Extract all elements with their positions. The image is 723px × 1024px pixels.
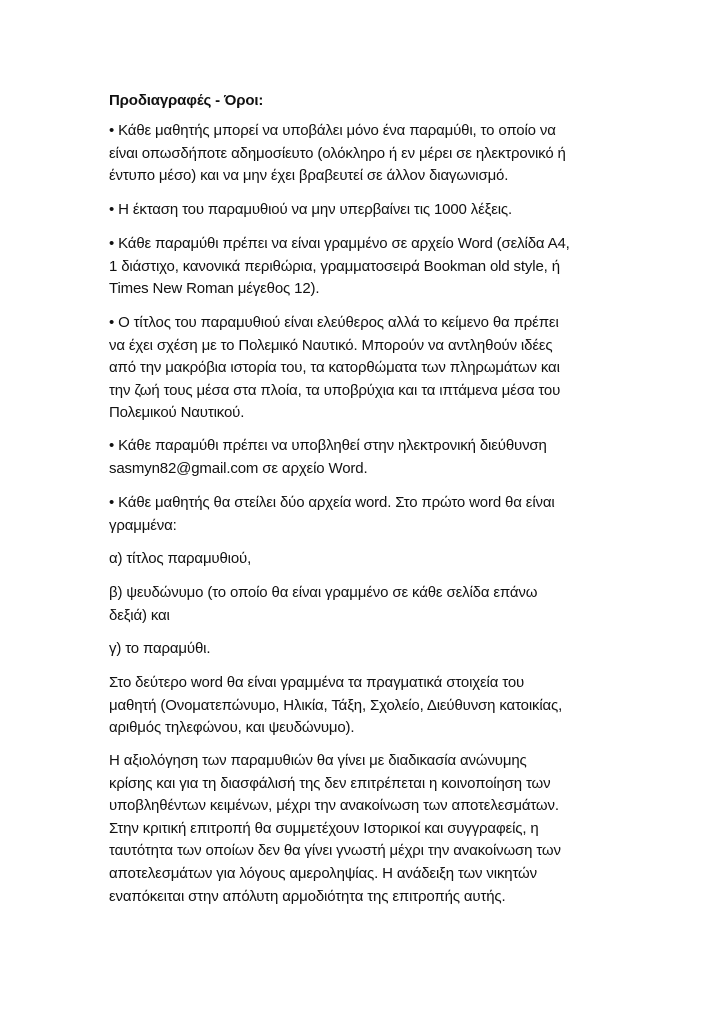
paragraph-line: από την μακρόβια ιστορία του, τα κατορθώματα των πληρωμάτων και — [109, 359, 560, 377]
paragraph-1-line: • Κάθε μαθητής μπορεί να υποβάλει μόνο ένα παραμύθι, το οποίο να — [109, 122, 556, 139]
paragraph-line: είναι οπωσδήποτε αδημοσίευτο (ολόκληρο ή εν μέρει σε ηλεκτρονικό ή — [109, 144, 566, 162]
paragraph-10-line: Στο δεύτερο word θα είναι γραμμένα τα πραγματικά στοιχεία του — [109, 674, 525, 691]
paragraph-2-line: • Η έκταση του παραμυθιού να μην υπερβαίνει τις 1000 λέξεις. — [109, 201, 513, 218]
paragraph-8-line: β) ψευδώνυμο (το οποίο θα είναι γραμμένο σε κάθε σελίδα επάνω — [109, 584, 538, 601]
document-title: Προδιαγραφές - Όροι: — [109, 92, 264, 109]
paragraph-3-line: • Κάθε παραμύθι πρέπει να είναι γραμμένο σε αρχείο Word (σελίδα Α4, — [109, 235, 570, 252]
paragraph-line: αριθμός τηλεφώνου, και ψευδώνυμο). — [109, 719, 355, 737]
paragraph-line: μαθητή (Ονοματεπώνυμο, Ηλικία, Τάξη, Σχολείο, Διεύθυνση κατοικίας, — [109, 696, 563, 714]
paragraph-line: κρίσης και για τη διασφάλισή της δεν επιτρέπεται η κοινοποίηση των — [109, 774, 551, 792]
paragraph-line: υποβληθέντων κειμένων, μέχρι την ανακοίνωση των αποτελεσμάτων. — [109, 797, 559, 815]
paragraph-line: ταυτότητα των οποίων δεν θα γίνει γνωστή μέχρι την ανακοίνωση των — [109, 842, 561, 860]
paragraph-line: 1 διάστιχο, κανονικά περιθώρια, γραμματοσειρά Bookman old style, ή — [109, 257, 560, 275]
paragraph-4-line: • Ο τίτλος του παραμυθιού είναι ελεύθερος αλλά το κείμενο θα πρέπει — [109, 314, 559, 331]
paragraph-line: εναπόκειται στην απόλυτη αρμοδιότητα της επιτροπής αυτής. — [109, 887, 506, 905]
paragraph-line: έντυπο μέσο) και να μην έχει βραβευτεί σε άλλον διαγωνισμό. — [109, 167, 509, 185]
paragraph-9-line: γ) το παραμύθι. — [109, 640, 211, 657]
paragraph-5-line: • Κάθε παραμύθι πρέπει να υποβληθεί στην ηλεκτρονική διεύθυνση — [109, 437, 547, 454]
paragraph-line: δεξιά) και — [109, 606, 170, 624]
paragraph-line: Στην κριτική επιτροπή θα συμμετέχουν Ιστορικοί και συγγραφείς, η — [109, 819, 539, 837]
paragraph-line: να έχει σχέση με το Πολεμικό Ναυτικό. Μπορούν να αντληθούν ιδέες — [109, 336, 553, 354]
paragraph-line: την ζωή τους μέσα στα πλοία, τα υποβρύχια και τα ιπτάμενα μέσα του — [109, 381, 561, 399]
paragraph-line: Πολεμικού Ναυτικού. — [109, 404, 245, 422]
paragraph-11-line: Η αξιολόγηση των παραμυθιών θα γίνει με διαδικασία ανώνυμης — [109, 752, 527, 769]
paragraph-line: sasmyn82@gmail.com σε αρχείο Word. — [109, 459, 368, 477]
paragraph-line: γραμμένα: — [109, 516, 177, 534]
paragraph-line: αποτελεσμάτων για λόγους αμεροληψίας. Η ανάδειξη των νικητών — [109, 865, 537, 882]
paragraph-6-line: • Κάθε μαθητής θα στείλει δύο αρχεία word. Στο πρώτο word θα είναι — [109, 494, 555, 511]
paragraph-line: Times New Roman μέγεθος 12). — [109, 280, 320, 298]
paragraph-7-line: α) τίτλος παραμυθιού, — [109, 550, 252, 567]
